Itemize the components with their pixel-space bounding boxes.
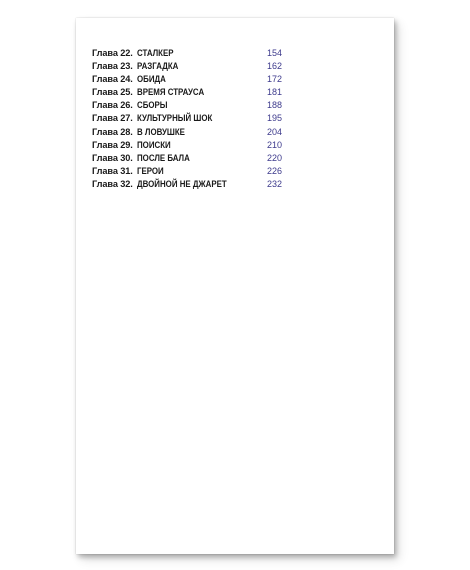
chapter-number: Глава 32. bbox=[92, 178, 133, 189]
chapter-number: Глава 31. bbox=[92, 165, 133, 176]
toc-entry bbox=[92, 87, 282, 100]
toc-entry bbox=[92, 74, 282, 87]
chapter-number: Глава 26. bbox=[92, 100, 133, 111]
chapter-title: РАЗГАДКА bbox=[136, 61, 179, 72]
page-number: 204 bbox=[266, 126, 282, 137]
chapter-title: СТАЛКЕР bbox=[136, 48, 174, 58]
toc-entry bbox=[92, 48, 282, 61]
toc-entry bbox=[92, 127, 282, 140]
page-number: 188 bbox=[266, 100, 282, 111]
toc-entry bbox=[92, 113, 282, 126]
chapter-title: ОБИДА bbox=[136, 74, 166, 85]
chapter-title: КУЛЬТУРНЫЙ ШОК bbox=[136, 113, 213, 124]
chapter-title: ПОСЛЕ БАЛА bbox=[136, 152, 190, 163]
chapter-number: Глава 30. bbox=[92, 152, 133, 163]
chapter-title: ПОИСКИ bbox=[136, 139, 171, 150]
page-number: 210 bbox=[266, 139, 282, 150]
page-number: 195 bbox=[266, 113, 282, 124]
page-number: 162 bbox=[266, 61, 282, 72]
toc-entry bbox=[92, 153, 282, 166]
page-number: 172 bbox=[266, 74, 282, 85]
toc-entry bbox=[92, 179, 282, 192]
table-of-contents bbox=[92, 48, 282, 192]
page-number: 220 bbox=[266, 152, 282, 163]
page-number: 232 bbox=[266, 178, 282, 189]
chapter-number: Глава 25. bbox=[92, 87, 133, 98]
chapter-number: Глава 22. bbox=[92, 48, 133, 58]
toc-entry bbox=[92, 140, 282, 153]
chapter-number: Глава 29. bbox=[92, 139, 133, 150]
chapter-number: Глава 23. bbox=[92, 61, 133, 72]
chapter-title: ВРЕМЯ СТРАУСА bbox=[136, 87, 204, 98]
page-number: 154 bbox=[266, 48, 282, 58]
page-number: 226 bbox=[266, 165, 282, 176]
chapter-number: Глава 24. bbox=[92, 74, 133, 85]
toc-entry bbox=[92, 166, 282, 179]
chapter-title: В ЛОВУШКЕ bbox=[136, 126, 185, 137]
chapter-title: ДВОЙНОЙ НЕ ДЖАРЕТ bbox=[136, 178, 227, 189]
chapter-number: Глава 27. bbox=[92, 113, 133, 124]
toc-entry bbox=[92, 100, 282, 113]
chapter-title: ГЕРОИ bbox=[136, 165, 164, 176]
page-number: 181 bbox=[266, 87, 282, 98]
toc-entry bbox=[92, 61, 282, 74]
chapter-number: Глава 28. bbox=[92, 126, 133, 137]
chapter-title: СБОРЫ bbox=[136, 100, 168, 111]
